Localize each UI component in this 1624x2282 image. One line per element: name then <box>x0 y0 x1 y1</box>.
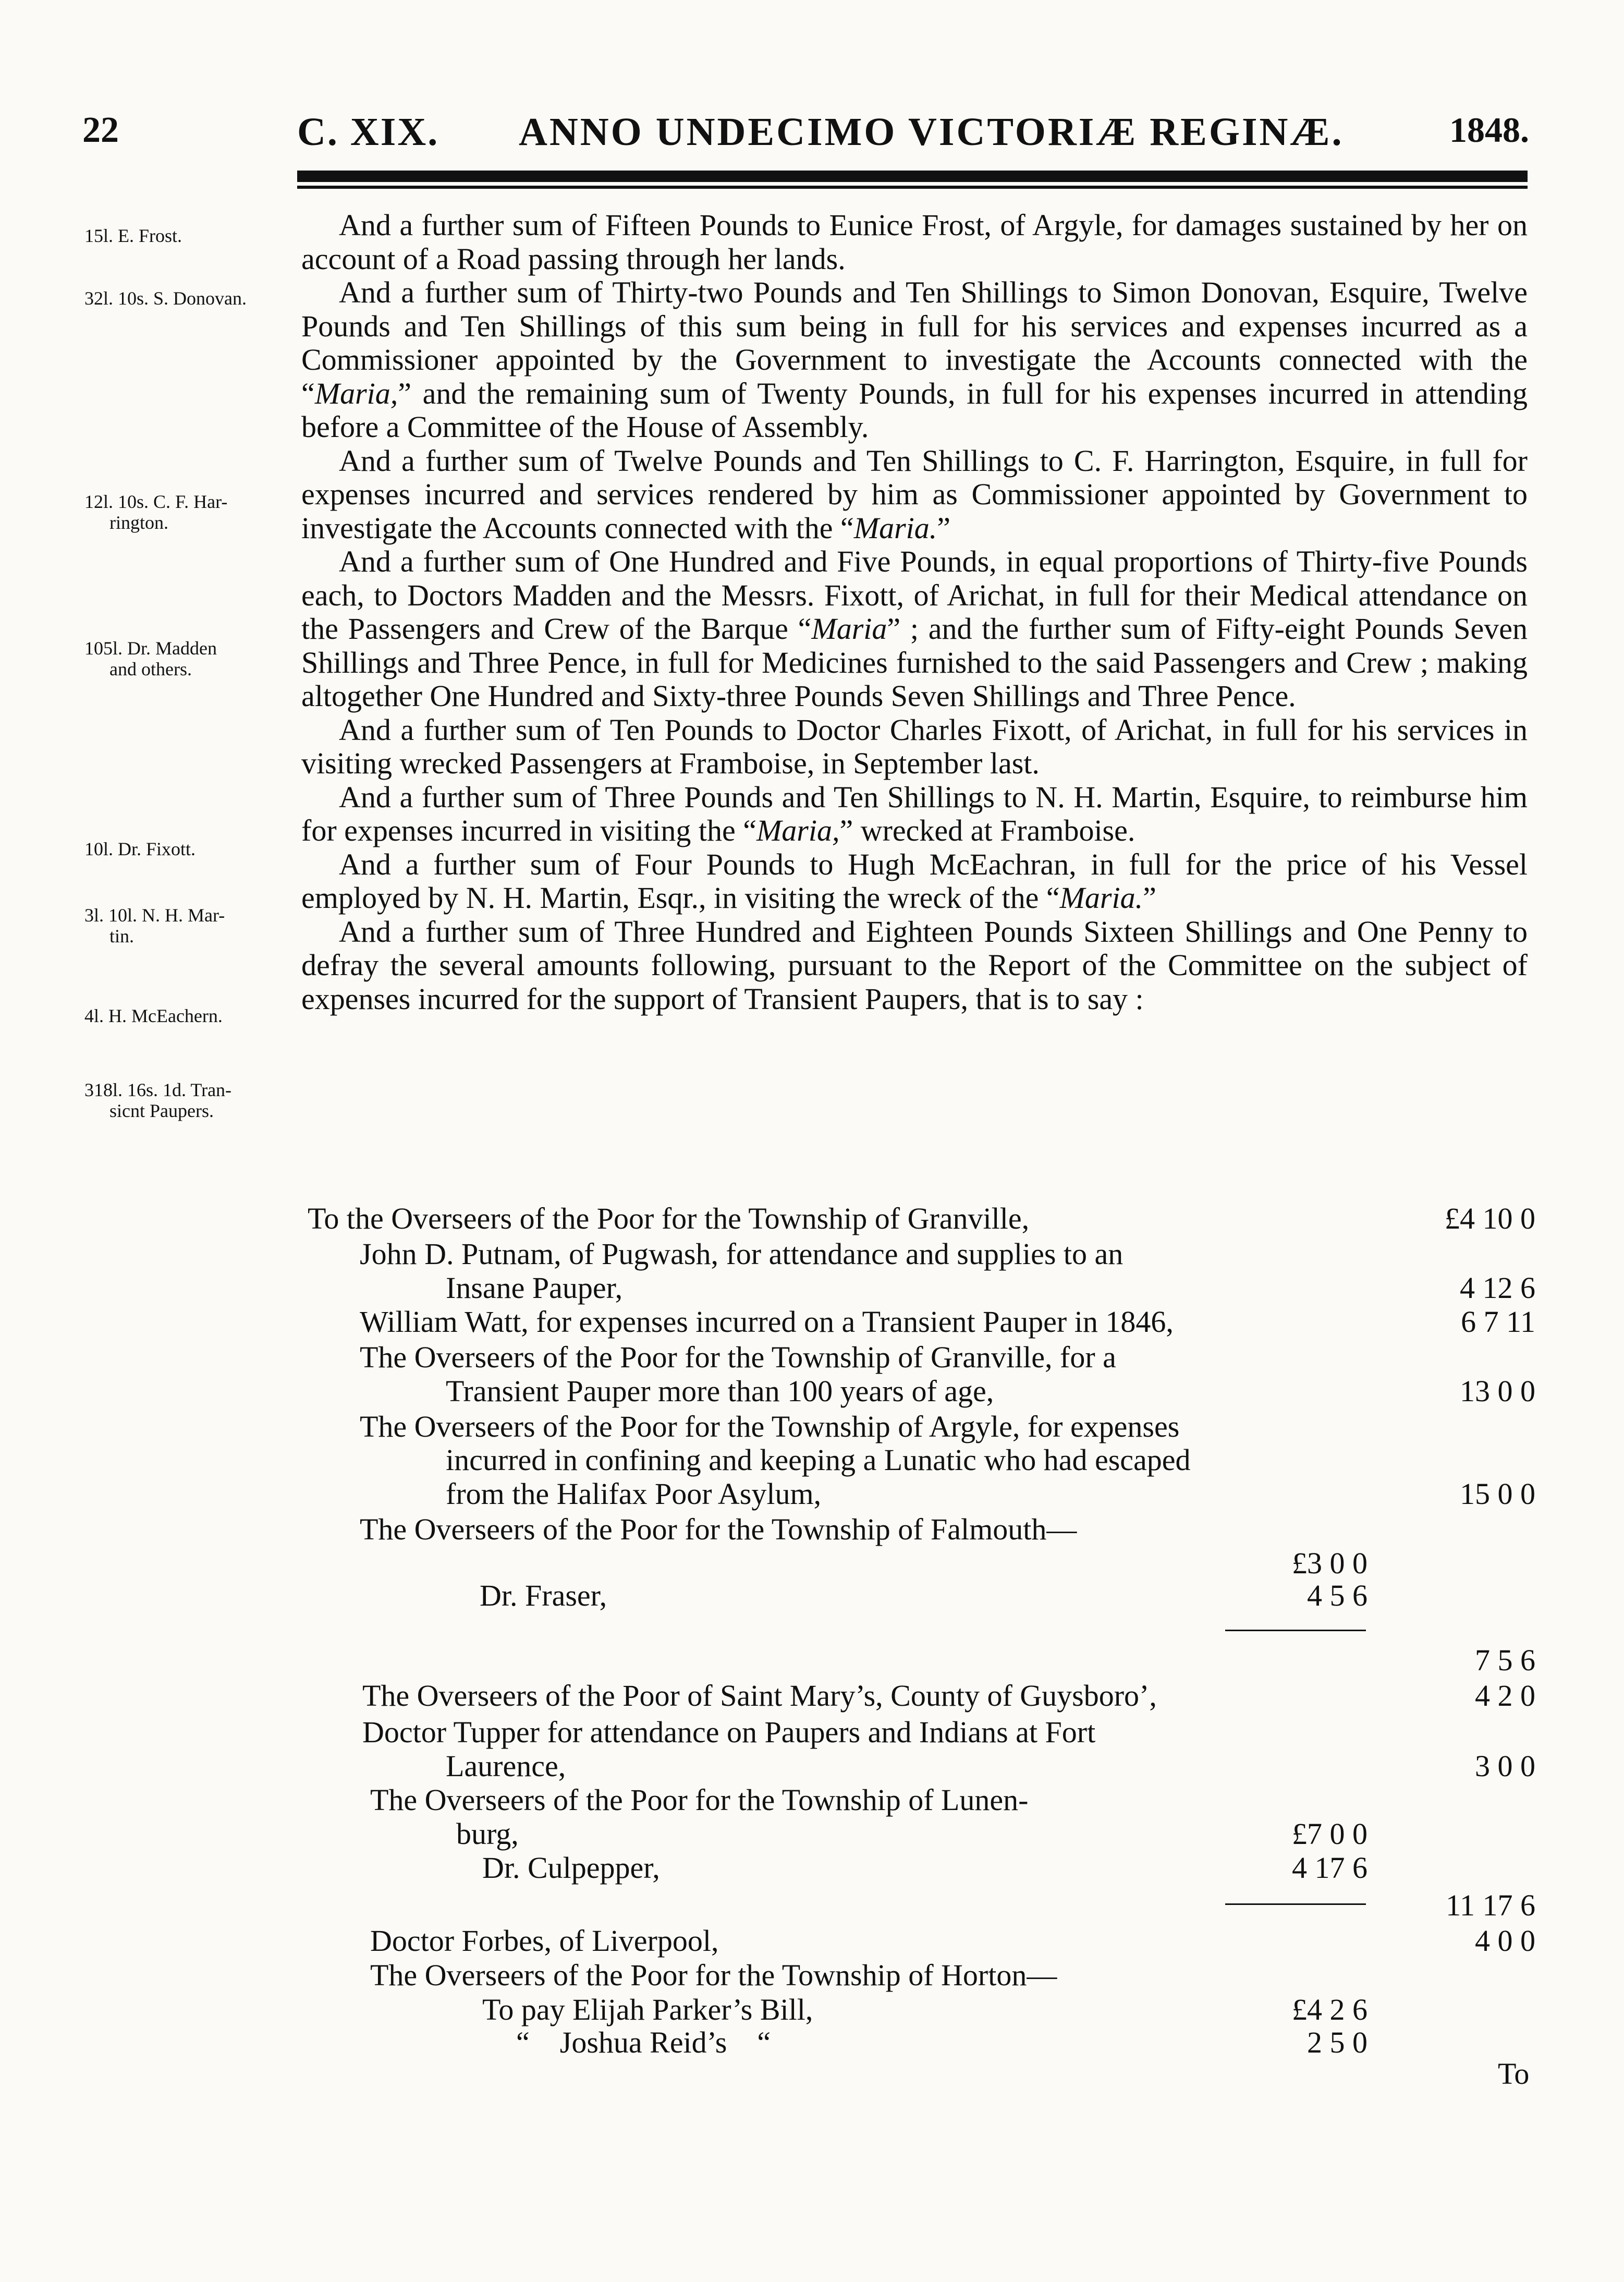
schedule-subamount: £4 2 6 <box>1292 1993 1367 2026</box>
header-rule-thin <box>297 186 1528 189</box>
schedule-amount: 4 2 0 <box>1475 1679 1535 1713</box>
text-run: And a further sum of Three Pounds and Ten Shillings to N. H. Martin, Esquire, to reimburse him for expenses incurred in visiting the “ <box>301 780 1528 847</box>
text-run: ” wrecked at Framboise. <box>839 814 1135 847</box>
ship-name: Maria. <box>853 511 937 545</box>
paragraph-donovan <box>301 276 1528 444</box>
schedule-line: Doctor Forbes, of Liverpool, <box>370 1924 719 1958</box>
paragraph-paupers: And a further sum of Three Hundred and Eighteen Pounds Sixteen Shillings and One Penny to defray the several amounts following, pursuant to the Report of the Committee on the subject of expenses incurred for the support of Transient Paupers, that is to say : <box>301 914 1528 1016</box>
schedule-line: Laurence, <box>446 1749 566 1783</box>
schedule-amount: 11 17 6 <box>1446 1888 1535 1922</box>
margin-note <box>84 225 288 246</box>
ship-name: Maria. <box>1059 881 1143 915</box>
schedule-amount: 4 12 6 <box>1460 1271 1535 1305</box>
margin-note <box>84 288 288 309</box>
catchword: To <box>1498 2057 1530 2091</box>
paragraph-martin <box>301 781 1528 848</box>
margin-note-text: tin. <box>109 926 135 946</box>
paragraph-mceachran <box>301 848 1528 915</box>
page-number: 22 <box>82 110 119 150</box>
schedule-line: The Overseers of the Poor for the Township of Horton— <box>370 1958 1057 1992</box>
margin-note-text: 3l. 10l. N. H. Mar- <box>84 905 225 926</box>
margin-note-text: 105l. Dr. Madden <box>84 638 217 659</box>
schedule-line: Dr. Culpepper, <box>482 1851 660 1885</box>
schedule-line: To the Overseers of the Poor for the Township of Granville, <box>308 1201 1030 1235</box>
schedule-line: To pay Elijah Parker’s Bill, <box>482 1993 813 2026</box>
schedule-line: The Overseers of the Poor of Saint Mary’s, County of Guysboro’, <box>362 1679 1157 1713</box>
text-run: ” <box>937 511 951 545</box>
schedule-line: from the Halifax Poor Asylum, <box>446 1477 822 1511</box>
body-text <box>301 209 1528 1016</box>
margin-note <box>84 638 288 679</box>
schedule-line: burg, <box>456 1817 519 1851</box>
schedule-line: Doctor Tupper for attendance on Paupers and Indians at Fort <box>362 1715 1096 1749</box>
schedule-amount: 4 0 0 <box>1475 1924 1535 1958</box>
text-run: ” <box>1143 881 1156 915</box>
schedule-amount: 7 5 6 <box>1475 1643 1535 1677</box>
text-run: And a further sum of Thirty-two Pounds and Ten Shillings to Simon Donovan, Esquire, Twelve Pounds and Ten Shillings of this sum being in full for his services and expenses incurred as a Commissioner appointed by the Government to investigate the Accounts connected with the “ <box>301 275 1528 410</box>
margin-note-text: 12l. 10s. C. F. Har- <box>84 491 228 512</box>
schedule-subamount: 2 5 0 <box>1307 2025 1367 2059</box>
subtotal-rule <box>1225 1903 1366 1905</box>
margin-note-text: 32l. 10s. S. Donovan. <box>84 288 247 309</box>
margin-note-text: rington. <box>109 512 168 533</box>
margin-note-text: sicnt Paupers. <box>109 1100 214 1121</box>
margin-note <box>84 839 288 859</box>
schedule-line: The Overseers of the Poor for the Township of Argyle, for expenses <box>360 1410 1180 1443</box>
schedule-line: Transient Pauper more than 100 years of age, <box>446 1374 994 1408</box>
text-run: And a further sum of Four Pounds to Hugh McEachran, in full for the price of his Vessel employed by N. H. Martin, Esqr., in visiting the wreck of the “ <box>301 847 1528 915</box>
schedule-amount: 6 7 11 <box>1461 1305 1535 1339</box>
text-run: And a further sum of Twelve Pounds and Ten Shillings to C. F. Harrington, Esquire, in full for expenses incurred and services rendered by him as Commissioner appointed by Government to investigate the Accounts connected with the “ <box>301 443 1528 545</box>
schedule-line: The Overseers of the Poor for the Township of Lunen- <box>370 1783 1029 1817</box>
margin-note <box>84 905 288 946</box>
paragraph-frost: And a further sum of Fifteen Pounds to Eunice Frost, of Argyle, for damages sustained by her on account of a Road passing through her lands. <box>301 208 1528 276</box>
margin-note-text: 15l. E. Frost. <box>84 225 182 246</box>
schedule-amount: 13 0 0 <box>1460 1374 1535 1408</box>
margin-note <box>84 491 288 533</box>
margin-note-text: and others. <box>109 659 192 679</box>
schedule-subamount: £3 0 0 <box>1292 1546 1367 1580</box>
schedule-line: incurred in confining and keeping a Lunatic who had escaped <box>446 1443 1191 1477</box>
chapter-number: C. XIX. <box>297 110 439 154</box>
schedule-line: “ Joshua Reid’s “ <box>516 2025 771 2059</box>
schedule-subamount: 4 5 6 <box>1307 1579 1367 1612</box>
schedule-amount: £4 10 0 <box>1445 1201 1535 1235</box>
ship-name: Maria, <box>314 376 398 410</box>
year: 1848. <box>1449 110 1529 150</box>
schedule-subamount: 4 17 6 <box>1292 1851 1367 1885</box>
schedule-subamount: £7 0 0 <box>1292 1817 1367 1851</box>
paragraph-madden <box>301 545 1528 713</box>
paragraph-fixott: And a further sum of Ten Pounds to Doctor Charles Fixott, of Arichat, in full for his services in visiting wrecked Passengers at Framboise, in September last. <box>301 712 1528 780</box>
margin-note-text: 318l. 16s. 1d. Tran- <box>84 1079 232 1100</box>
margin-note <box>84 1079 288 1121</box>
text-run: And a further sum of One Hundred and Five Pounds, in equal proportions of Thirty-five Pounds each, to Doctors Madden and the Messrs. Fixott, of Arichat, in full for their Medical attendance on the Passengers and Crew of the Barque “ <box>301 544 1528 646</box>
header-rule-thick <box>297 171 1528 182</box>
running-title: ANNO UNDECIMO VICTORIÆ REGINÆ. <box>519 110 1344 154</box>
ship-name: Maria, <box>756 814 840 847</box>
schedule-line: John D. Putnam, of Pugwash, for attendance and supplies to an <box>360 1237 1124 1271</box>
text-run: ” and the remaining sum of Twenty Pounds, in full for his expenses incurred in attending before a Committee of the House of Assembly. <box>301 376 1528 444</box>
margin-note-text: 4l. H. McEachern. <box>84 1005 223 1026</box>
schedule-line: William Watt, for expenses incurred on a Transient Pauper in 1846, <box>360 1305 1174 1339</box>
ship-name: Maria <box>811 612 887 646</box>
text-run: ” ; and the further sum of Fifty-eight Pounds Seven Shillings and Three Pence, in full for Medicines furnished to the said Passengers and Crew ; making altogether One Hundred and Sixty-three Pounds Seven Shillings and Three Pence. <box>301 612 1528 713</box>
subtotal-rule <box>1225 1630 1366 1631</box>
margin-note <box>84 1005 288 1026</box>
schedule-amount: 15 0 0 <box>1460 1477 1535 1511</box>
margin-note-text: 10l. Dr. Fixott. <box>84 839 196 859</box>
schedule-line: Dr. Fraser, <box>480 1579 607 1612</box>
schedule-line: Insane Pauper, <box>446 1271 623 1305</box>
schedule-line: The Overseers of the Poor for the Township of Granville, for a <box>360 1340 1116 1374</box>
schedule-amount: 3 0 0 <box>1475 1749 1535 1783</box>
paragraph-harrington <box>301 444 1528 545</box>
schedule-line: The Overseers of the Poor for the Township of Falmouth— <box>360 1512 1077 1546</box>
